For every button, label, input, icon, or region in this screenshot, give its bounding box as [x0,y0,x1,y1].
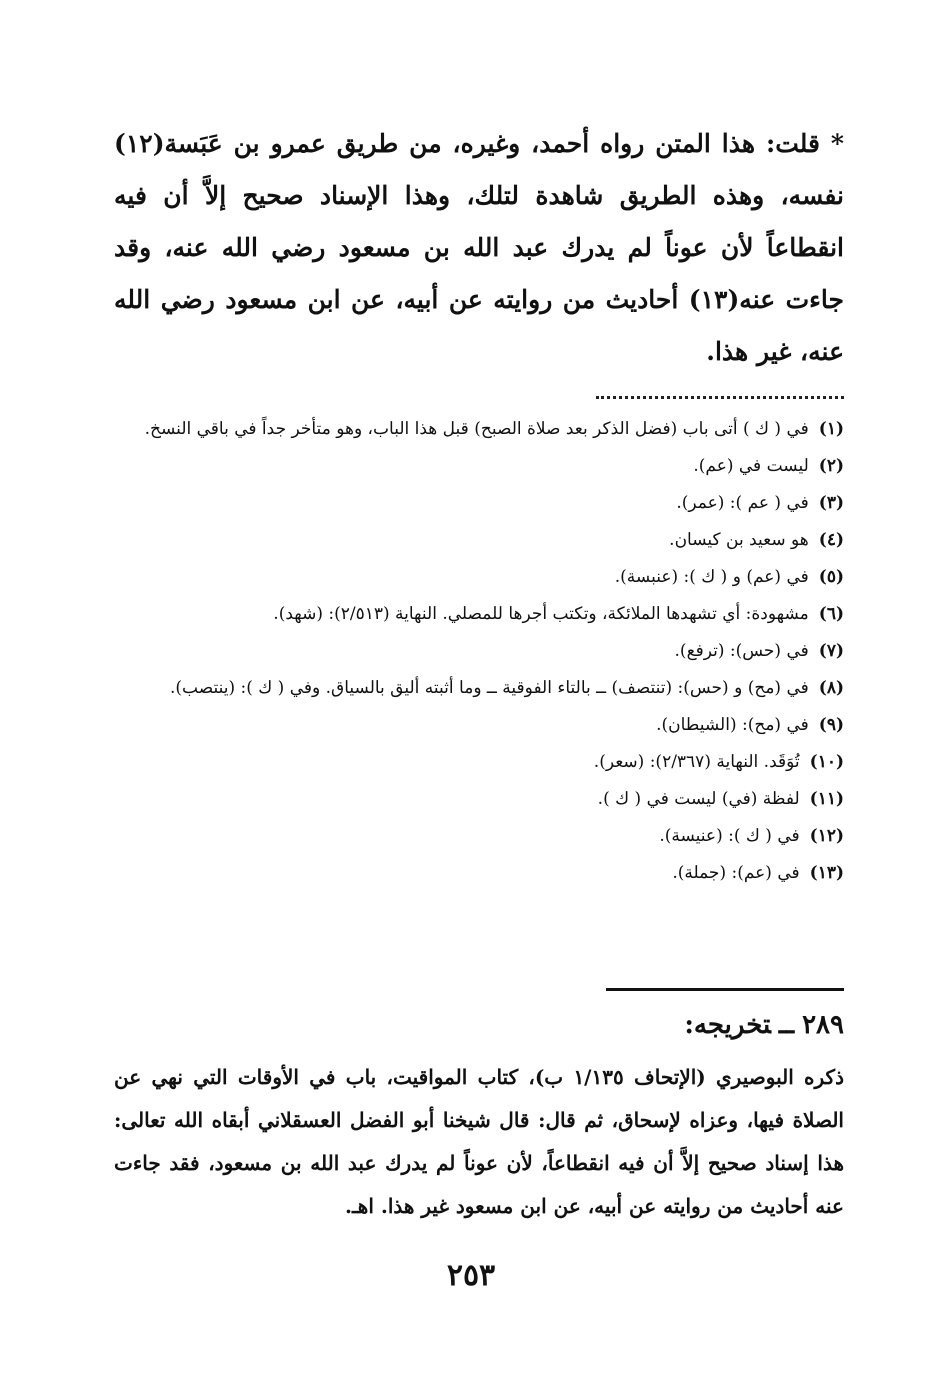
footnote: (٧) في (حس): (ترفع). [674,641,844,661]
footnote: (١) في ( ك ) أتى باب (فضل الذكر بعد صلاة الصبح) قبل هذا الباب، وهو متأخر جداً في باقي النسخ. [144,419,844,439]
footnote: (١٢) في ( ك ): (عنيسة). [659,826,844,846]
footnote: (٣) في ( عم ): (عمر). [676,493,844,513]
footnote: (٨) في (مح) و (حس): (تنتصف) ــ بالتاء الفوقية ــ وما أثبته أليق بالسياق. وفي ( ك ): (ينتصب). [170,678,844,698]
footnote: (٢) ليست في (عم). [693,456,844,476]
takhrij-number: ٢٨٩ [802,1010,844,1040]
footnote: (١٣) في (عم): (جملة). [672,863,844,883]
footnote: (٦) مشهودة: أي تشهدها الملائكة، وتكتب أجرها للمصلي. النهاية (٢/٥١٣): (شهد). [273,604,844,624]
footnote: (١١) لفظة (في) ليست في ( ك ). [597,789,844,809]
footnote: (٩) في (مح): (الشيطان). [656,715,844,735]
footnotes-list [114,414,844,895]
main-text-block [114,118,844,378]
footnote-separator-dots [596,386,844,399]
footnote: (٥) في (عم) و ( ك ): (عنبسة). [614,567,844,587]
footnote: (٤) هو سعيد بن كيسان. [669,530,844,550]
takhrij-paragraph: ذكره البوصيري (الإتحاف ١/١٣٥ ب)، كتاب المواقيت، باب في الأوقات التي نهي عن الصلاة فيها، وعزاه لإسحاق، ثم قال: قال شيخنا أبو الفضل العسقلاني أبقاه الله تعالى: هذا إسناد صحيح إلاَّ أن فيه انقطاعاً، لأن عوناً لم يدرك عبد الله بن مسعود، فقد جاءت عنه أحاديث من روايته عن أبيه، عن ابن مسعود غير هذا. اهـ. [114,1065,844,1218]
page-number: ٢٥٣ [446,1258,496,1293]
takhrij-heading [684,1010,844,1040]
section-divider-rule [606,988,844,991]
footnote: (١٠) تُوَقَد. النهاية (٢/٣٦٧): (سعر). [593,752,844,772]
takhrij-title: تخريجه: [684,1010,771,1040]
main-paragraph: * قلت: هذا المتن رواه أحمد، وغيره، من طريق عمرو بن عَبَسة(١٢) نفسه، وهذه الطريق شاهدة لتلك، وهذا الإسناد صحيح إلاَّ أن فيه انقطاعاً لأن عوناً لم يدرك عبد الله بن مسعود رضي الله عنه، وقد جاءت عنه(١٣) أحاديث من روايته عن أبيه، عن ابن مسعود رضي الله عنه، غير هذا. [114,129,844,366]
takhrij-separator: ــ [778,1010,795,1040]
